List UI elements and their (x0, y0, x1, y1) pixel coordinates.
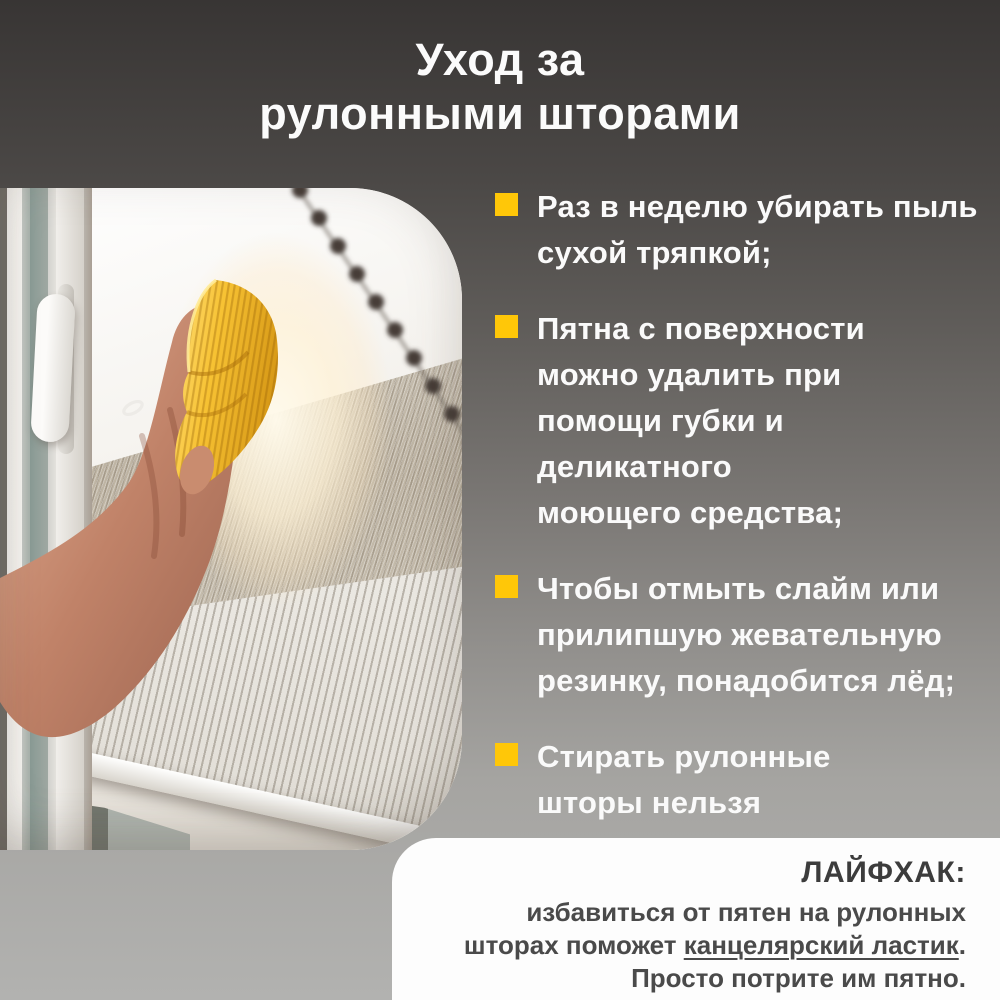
tip-text: Раз в неделю убирать пыль сухой тряпкой; (537, 189, 978, 270)
list-item (495, 734, 978, 826)
list-item (495, 184, 978, 276)
tip-text: Чтобы отмыть слайм или прилипшую жевательную резинку, понадобится лёд; (537, 571, 956, 698)
lifehack-heading: ЛАЙФХАК: (801, 856, 966, 889)
bullet-square-icon (495, 315, 518, 338)
lifehack-underlined-term: канцелярский ластик (683, 930, 959, 960)
bullet-square-icon (495, 743, 518, 766)
photo-foreground-shapes (0, 188, 462, 850)
list-item (495, 306, 978, 536)
tip-text: Пятна с поверхности можно удалить при помощи губки и деликатного моющего средства; (537, 311, 865, 530)
bullet-square-icon (495, 193, 518, 216)
tips-list (495, 184, 978, 856)
lifehack-line: Просто потрите им пятно. (631, 963, 966, 993)
photo-roller-blind-cleaning (0, 188, 462, 850)
page-title (0, 33, 1000, 141)
lifehack-panel (392, 838, 1000, 1000)
ring (122, 399, 144, 417)
tip-text: Стирать рулонные шторы нельзя (537, 739, 831, 820)
bullet-square-icon (495, 575, 518, 598)
page-title-line1: Уход за (415, 34, 585, 85)
lifehack-line: шторах поможет канцелярский ластик. (463, 930, 966, 960)
lifehack-line: избавиться от пятен на рулонных (526, 897, 966, 927)
page-title-line2: рулонными шторами (259, 88, 741, 139)
list-item (495, 566, 978, 704)
bead-chain (292, 188, 462, 460)
